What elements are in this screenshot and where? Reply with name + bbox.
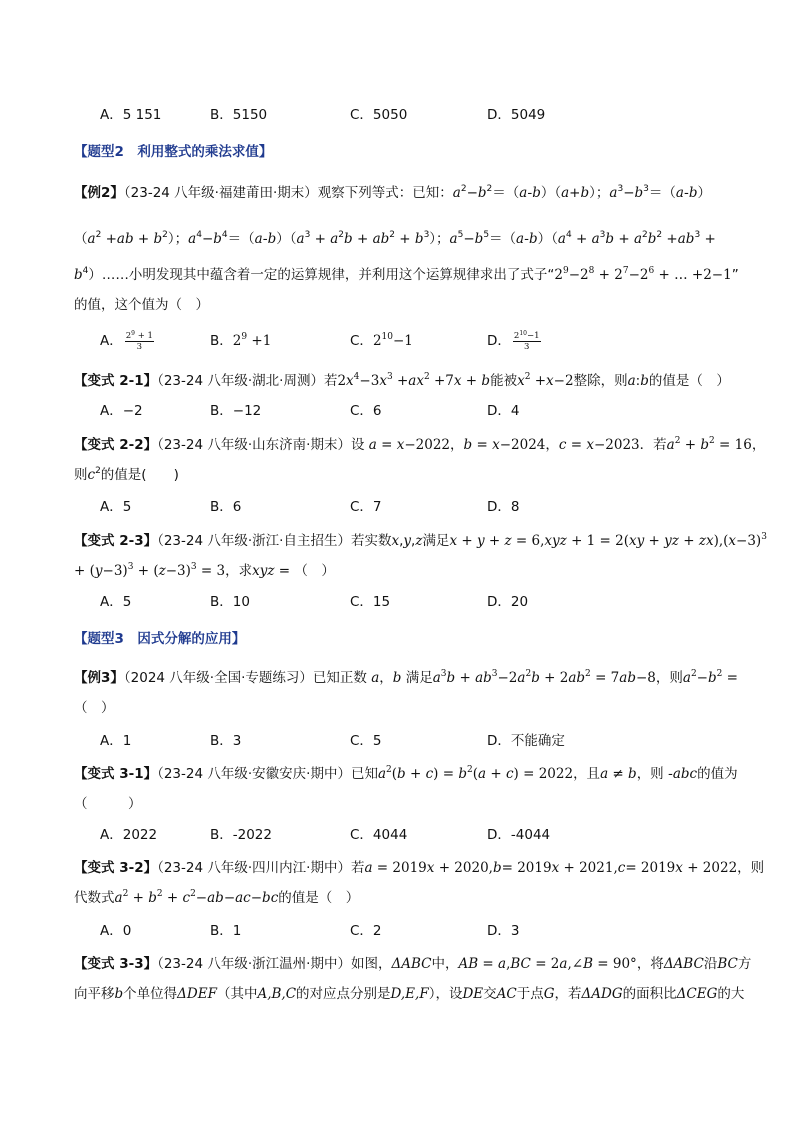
option-d: D．20 <box>487 594 529 610</box>
option-d: D． $\frac{2^{10}-1}{3}$ <box>487 329 540 352</box>
variant-2-3-options <box>100 590 620 610</box>
option-a: A．−2 <box>100 403 143 419</box>
option-d: D．5049 <box>487 107 546 123</box>
option-b: B．6 <box>210 499 242 515</box>
variant-2-2-options <box>100 495 620 515</box>
example-3-line-2: （ ） <box>74 700 115 716</box>
variant-2-2-line-2: 则$c^2$的值是( ) <box>74 466 179 483</box>
variant-2-2-stem: 【变式 2-2】（23-24 八年级·山东济南·期末）设 a = x−2022，b = x−2024，c = x−2023．若$a^2 + b^2 = 16$， <box>74 436 766 453</box>
variant-3-1-options <box>100 823 620 843</box>
example-2-source: （23-24 八年级·福建莆田·期末）观察下列等式：已知： <box>123 185 453 201</box>
prev-question-options <box>100 103 620 123</box>
variant-3-2-stem: 【变式 3-2】（23-24 八年级·四川内江·期中）若a = 2019x + 2020,b= 2019x + 2021,c= 2019x + 2022，则 <box>74 860 765 876</box>
option-b: B．-2022 <box>210 827 272 843</box>
variant-2-1-options <box>100 399 620 419</box>
example-3-stem: 【例3】（2024 八年级·全国·专题练习）已知正数 a，b 满足$a^3b + ab^3-2a^2b + 2ab^2 = 7ab-8$，则$a^2-b^2$ = <box>74 669 738 686</box>
option-b: B．5150 <box>210 107 268 123</box>
variant-3-1-line-2: （ ） <box>74 796 142 812</box>
option-d: D．4 <box>487 403 520 419</box>
example-2-tag: 【例2】 <box>74 185 124 201</box>
option-b: B．$2^9 +1$ <box>210 332 272 349</box>
option-a: A．0 <box>100 923 132 939</box>
variant-2-3-line-2: + $(y-3)^3 + (z-3)^3 = 3$，求xyz = （ ） <box>74 562 335 579</box>
variant-3-1-stem: 【变式 3-1】（23-24 八年级·安徽安庆·期中）已知$a^2(b + c) = b^2(a + c) = 2022$，且a ≠ b，则 -abc的值为 <box>74 765 738 782</box>
variant-2-3-stem: 【变式 2-3】（23-24 八年级·浙江·自主招生）若实数x,y,z满足x + y + z = 6,xyz + 1 = 2(xy + yz + $zx),(x-3)^3$ <box>74 532 767 549</box>
option-c: C．5 <box>350 733 382 749</box>
example-2-line-3: $b^4)\dots\dots$小明发现其中蕴含着一定的运算规律，并利用这个运算规律求出了式子“$2^9-2^8 + 2^7-2^6$ + … +2−1” <box>74 266 739 283</box>
example-2-line-2: $(a^2 +ab + b^2)$；$a^4-b^4=(a-b)(a^3 + a^2b + ab^2 + b^3)$；$a^5-b^5=(a-b)(a^4 + a^3b + a^2b^2 +ab^3$ + <box>74 230 716 247</box>
option-b: B．3 <box>210 733 242 749</box>
option-c: C．2 <box>350 923 382 939</box>
option-c: C．6 <box>350 403 382 419</box>
variant-2-1-stem: 【变式 2-1】（23-24 八年级·湖北·周测）若$2x^4-3x^3 +ax^2 +7x + b$能被$x^2 +x-2$整除，则a:b的值是（ ） <box>74 372 730 389</box>
option-c: C．7 <box>350 499 382 515</box>
section-heading-2: 【题型2 利用整式的乘法求值】 <box>74 144 273 160</box>
option-d: D．不能确定 <box>487 733 565 749</box>
example-2-line-4: 的值，这个值为（ ） <box>74 297 209 313</box>
option-b: B．1 <box>210 923 242 939</box>
option-d: D．-4044 <box>487 827 551 843</box>
option-a: A．2022 <box>100 827 158 843</box>
variant-3-2-options <box>100 919 620 939</box>
option-c: C．15 <box>350 594 391 610</box>
option-d: D．8 <box>487 499 520 515</box>
option-a: A．5 <box>100 499 132 515</box>
option-b: B．10 <box>210 594 250 610</box>
option-b: B．−12 <box>210 403 262 419</box>
section-heading-3: 【题型3 因式分解的应用】 <box>74 631 246 647</box>
example-3-options <box>100 729 620 749</box>
option-a: A．5 <box>100 594 132 610</box>
variant-3-3-stem: 【变式 3-3】（23-24 八年级·浙江温州·期中）如图，ΔABC中，AB = a,BC = 2a,∠B = 90°，将ΔABC沿BC方 <box>74 956 752 972</box>
option-c: C．5050 <box>350 107 408 123</box>
option-c: C．4044 <box>350 827 408 843</box>
example-2-options <box>100 329 620 353</box>
option-c: C．$2^{10}-1$ <box>350 332 413 349</box>
option-a: A．1 <box>100 733 132 749</box>
example-2-line-1: 【例2】（23-24 八年级·福建莆田·期末）观察下列等式：已知：$a^2-b^2=(a-b)(a+b)$；$a^3-b^3=(a-b)$ <box>74 184 711 201</box>
variant-3-3-line-2: 向平移b个单位得ΔDEF（其中A,B,C的对应点分别是D,E,F），设DE交AC于点G，若ΔADG的面积比ΔCEG的大 <box>74 986 745 1002</box>
option-a: A．5 151 <box>100 107 162 123</box>
option-d: D．3 <box>487 923 520 939</box>
variant-3-2-line-2: 代数式$a^2 + b^2 + c^2-ab-ac-bc$的值是（ ） <box>74 889 360 906</box>
option-a: A． $\frac{2^9 + 1}{3}$ <box>100 329 153 352</box>
